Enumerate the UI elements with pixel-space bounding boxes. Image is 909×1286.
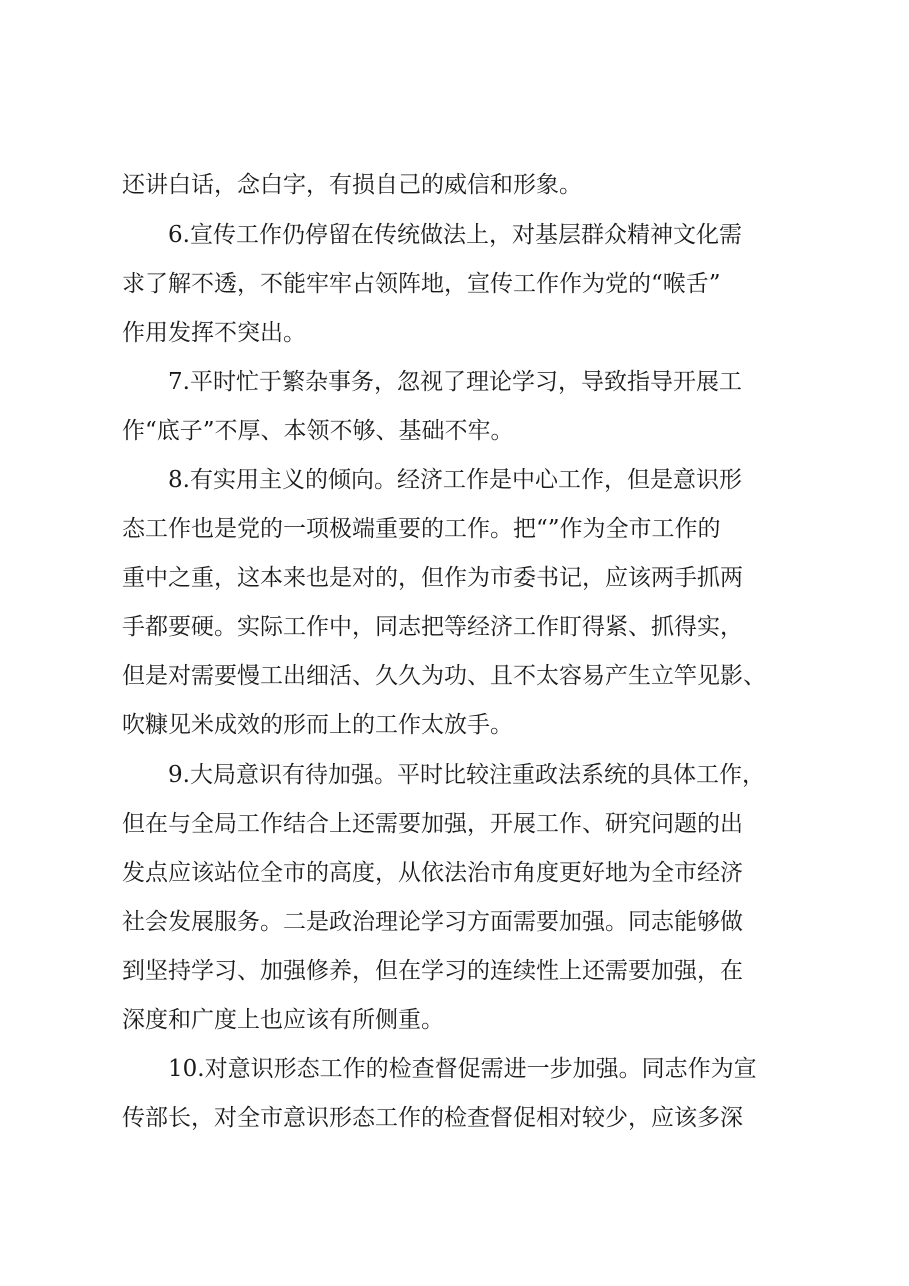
text-line: 发点应该站位全市的高度，从依法治市角度更好地为全市经济: [122, 860, 743, 886]
text-line: 作“底子”不厚、本领不够、基础不牢。: [122, 418, 514, 444]
text-line: 重中之重，这本来也是对的，但作为市委书记，应该两手抓两: [122, 565, 743, 591]
text-line: 手都要硬。实际工作中，同志把等经济工作盯得紧、抓得实，: [122, 614, 743, 640]
paragraph-7-first-line: 7.平时忙于繁杂事务，忽视了理论学习，导致指导开展工: [168, 369, 742, 395]
text-line: 但是对需要慢工出细活、久久为功、且不太容易产生立竿见影、: [122, 663, 766, 689]
text-line: 态工作也是党的一项极端重要的工作。把“”作为全市工作的: [122, 516, 721, 542]
text-line: 社会发展服务。二是政治理论学习方面需要加强。同志能够做: [122, 909, 743, 935]
text-line: 但在与全局工作结合上还需要加强，开展工作、研究问题的出: [122, 811, 743, 837]
paragraph-8-first-line: 8.有实用主义的倾向。经济工作是中心工作，但是意识形: [168, 467, 742, 493]
text-line: 传部长，对全市意识形态工作的检查督促相对较少，应该多深: [122, 1105, 743, 1131]
text-line: 到坚持学习、加强修养，但在学习的连续性上还需要加强，在: [122, 958, 743, 984]
paragraph-6-first-line: 6.宣传工作仍停留在传统做法上，对基层群众精神文化需: [168, 222, 742, 248]
text-line: 作用发挥不突出。: [122, 320, 306, 346]
text-line: 深度和广度上也应该有所侧重。: [122, 1007, 444, 1033]
text-line: 还讲白话，念白字，有损自己的威信和形象。: [122, 172, 582, 198]
paragraph-9-first-line: 9.大局意识有待加强。平时比较注重政法系统的具体工作，: [168, 762, 765, 788]
text-line: 求了解不透，不能牢牢占领阵地，宣传工作作为党的“喉舌”: [122, 271, 721, 297]
paragraph-10-first-line: 10.对意识形态工作的检查督促需进一步加强。同志作为宣: [168, 1056, 757, 1082]
text-line: 吹糠见米成效的形而上的工作太放手。: [122, 712, 513, 738]
